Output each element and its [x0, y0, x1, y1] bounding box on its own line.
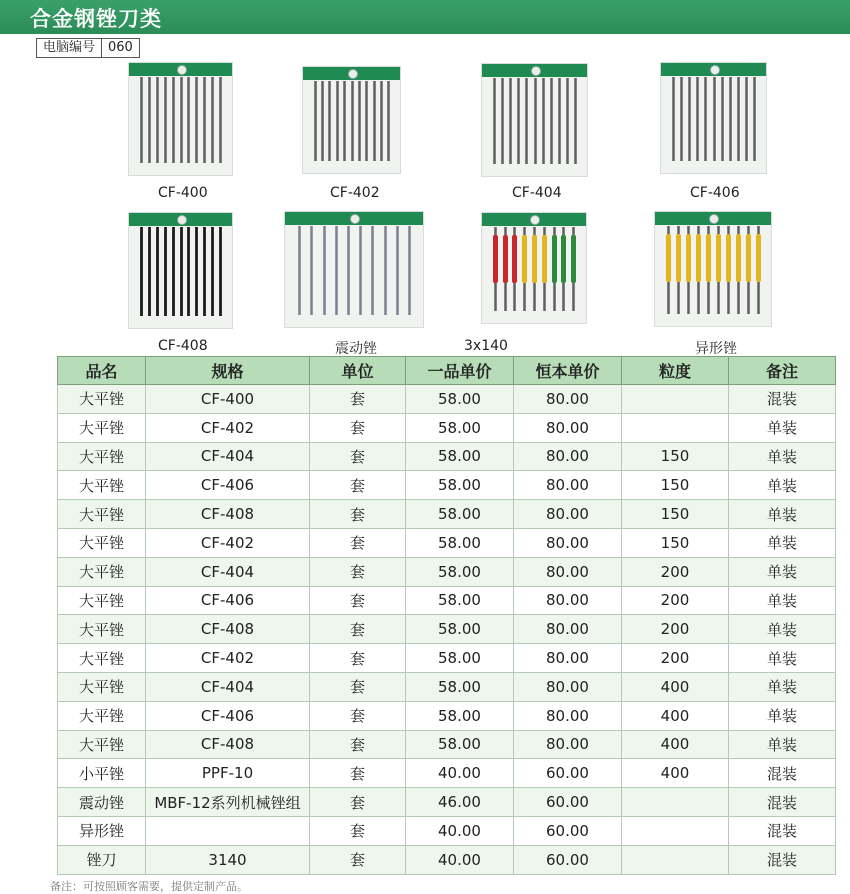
table-cell: CF-402	[146, 528, 310, 557]
table-cell: 80.00	[514, 586, 622, 615]
table-cell: 58.00	[406, 442, 514, 471]
table-cell	[146, 816, 310, 845]
file-handle	[666, 234, 671, 282]
table-cell: 400	[622, 730, 729, 759]
table-cell: CF-408	[146, 730, 310, 759]
table-row	[58, 701, 836, 730]
needle-file	[359, 226, 362, 315]
product-image-cf-404	[481, 63, 588, 177]
table-cell: 58.00	[406, 557, 514, 586]
table-cell: 大平锉	[58, 615, 146, 644]
column-header: 规格	[146, 357, 310, 385]
table-cell: 58.00	[406, 528, 514, 557]
product-image-vibration-file	[284, 211, 424, 328]
table-cell: 套	[310, 528, 406, 557]
hang-hole	[350, 214, 360, 224]
needle-file	[335, 226, 338, 315]
needle-file	[517, 78, 520, 164]
table-cell: 大平锉	[58, 644, 146, 673]
table-cell	[622, 816, 729, 845]
table-cell: 58.00	[406, 730, 514, 759]
table-cell: 58.00	[406, 500, 514, 529]
table-cell: 60.00	[514, 788, 622, 817]
table-cell	[622, 385, 729, 414]
product-image-3x140	[481, 212, 587, 324]
table-cell: 58.00	[406, 586, 514, 615]
table-cell: 锉刀	[58, 845, 146, 874]
column-header: 恒本单价	[514, 357, 622, 385]
hang-hole	[530, 215, 540, 225]
needle-file	[387, 81, 390, 161]
table-cell: 大平锉	[58, 385, 146, 414]
table-cell: 套	[310, 701, 406, 730]
header-bar	[0, 0, 850, 34]
table-row	[58, 442, 836, 471]
table-row	[58, 557, 836, 586]
file-handle	[686, 234, 691, 282]
table-cell: 80.00	[514, 557, 622, 586]
table-header-row	[58, 357, 836, 385]
file-handle	[522, 235, 527, 283]
needle-file	[140, 227, 143, 316]
file-handle	[571, 235, 576, 283]
needle-file	[298, 226, 301, 315]
table-cell: 46.00	[406, 788, 514, 817]
product-caption: 震动锉	[335, 341, 377, 357]
hang-hole	[709, 214, 719, 224]
table-cell: 套	[310, 816, 406, 845]
table-cell: 400	[622, 759, 729, 788]
needle-file	[156, 77, 159, 163]
table-cell: 40.00	[406, 759, 514, 788]
table-cell: 80.00	[514, 644, 622, 673]
table-cell: CF-406	[146, 471, 310, 500]
needle-file	[672, 77, 675, 161]
table-cell: 150	[622, 500, 729, 529]
table-cell: 150	[622, 528, 729, 557]
table-cell: CF-404	[146, 442, 310, 471]
file-handle	[716, 234, 721, 282]
needle-file	[156, 227, 159, 316]
table-cell: CF-404	[146, 672, 310, 701]
file-handle	[746, 234, 751, 282]
table-cell: 套	[310, 471, 406, 500]
table-cell: 60.00	[514, 816, 622, 845]
table-cell: 套	[310, 442, 406, 471]
column-header: 品名	[58, 357, 146, 385]
table-cell: 单装	[729, 644, 836, 673]
table-cell: 大平锉	[58, 528, 146, 557]
needle-file	[164, 77, 167, 163]
needle-file	[696, 77, 699, 161]
table-cell: 单装	[729, 615, 836, 644]
table-cell: 58.00	[406, 385, 514, 414]
table-body	[58, 385, 836, 875]
needle-file	[729, 77, 732, 161]
needle-file	[148, 227, 151, 316]
table-cell: 3140	[146, 845, 310, 874]
needle-file	[396, 226, 399, 315]
needle-file	[211, 227, 214, 316]
table-cell: 60.00	[514, 759, 622, 788]
needle-file	[737, 77, 740, 161]
table-row	[58, 528, 836, 557]
table-cell: 单装	[729, 672, 836, 701]
needle-file	[343, 81, 346, 161]
table-cell: CF-408	[146, 615, 310, 644]
table-cell: 大平锉	[58, 471, 146, 500]
table-cell: 套	[310, 730, 406, 759]
table-row	[58, 471, 836, 500]
needle-file	[525, 78, 528, 164]
table-cell: 单装	[729, 442, 836, 471]
needle-file	[509, 78, 512, 164]
product-caption: 3x140	[464, 338, 508, 354]
product-code-box	[36, 38, 140, 58]
needle-file	[219, 227, 222, 316]
table-row	[58, 730, 836, 759]
needle-file	[180, 77, 183, 163]
hang-hole	[177, 65, 187, 75]
table-cell: 混装	[729, 845, 836, 874]
table-cell: 400	[622, 672, 729, 701]
table-cell: 58.00	[406, 672, 514, 701]
table-cell: PPF-10	[146, 759, 310, 788]
hang-hole	[710, 65, 720, 75]
needle-file	[203, 227, 206, 316]
file-handle	[756, 234, 761, 282]
hang-hole	[348, 69, 358, 79]
table-row	[58, 586, 836, 615]
table-row	[58, 788, 836, 817]
table-cell: 80.00	[514, 701, 622, 730]
table-cell: CF-404	[146, 557, 310, 586]
product-caption: CF-402	[330, 185, 380, 201]
needle-file	[195, 227, 198, 316]
table-cell: 80.00	[514, 471, 622, 500]
needle-file	[323, 226, 326, 315]
needle-file	[713, 77, 716, 161]
table-cell: 58.00	[406, 471, 514, 500]
table-cell: 震动锉	[58, 788, 146, 817]
needle-file	[371, 226, 374, 315]
table-cell: 单装	[729, 528, 836, 557]
table-cell: 80.00	[514, 615, 622, 644]
table-cell: 80.00	[514, 730, 622, 759]
table-row	[58, 672, 836, 701]
table-cell: 单装	[729, 471, 836, 500]
footnote: 备注：可按照顾客需要，提供定制产品。	[50, 880, 248, 893]
table-cell	[622, 413, 729, 442]
needle-file	[680, 77, 683, 161]
table-cell: 异形锉	[58, 816, 146, 845]
needle-file	[140, 77, 143, 163]
table-cell: 混装	[729, 385, 836, 414]
table-cell: 单装	[729, 730, 836, 759]
table-cell: 大平锉	[58, 586, 146, 615]
hang-hole	[177, 215, 187, 225]
file-handle	[512, 235, 517, 283]
needle-file	[336, 81, 339, 161]
product-caption: CF-408	[158, 338, 208, 354]
needle-file	[542, 78, 545, 164]
needle-file	[310, 226, 313, 315]
table-cell: 套	[310, 586, 406, 615]
needle-file	[172, 77, 175, 163]
file-handle	[696, 234, 701, 282]
hang-hole	[531, 66, 541, 76]
table-cell: 80.00	[514, 442, 622, 471]
needle-file	[558, 78, 561, 164]
table-cell: 大平锉	[58, 413, 146, 442]
needle-file	[203, 77, 206, 163]
table-cell	[622, 788, 729, 817]
needle-file	[351, 81, 354, 161]
needle-file	[187, 77, 190, 163]
needle-file	[688, 77, 691, 161]
table-cell: 150	[622, 471, 729, 500]
table-cell: 58.00	[406, 644, 514, 673]
table-cell: CF-400	[146, 385, 310, 414]
file-handle	[532, 235, 537, 283]
product-image-cf-400	[128, 62, 233, 176]
table-cell: 80.00	[514, 528, 622, 557]
needle-file	[164, 227, 167, 316]
table-cell: 混装	[729, 816, 836, 845]
file-handle	[552, 235, 557, 283]
table-row	[58, 845, 836, 874]
needle-file	[380, 81, 383, 161]
table-cell: 200	[622, 644, 729, 673]
needle-file	[566, 78, 569, 164]
table-cell: 大平锉	[58, 701, 146, 730]
table-cell: CF-406	[146, 586, 310, 615]
table-cell: 混装	[729, 759, 836, 788]
table-cell: 150	[622, 442, 729, 471]
needle-file	[753, 77, 756, 161]
needle-file	[358, 81, 361, 161]
table-cell	[622, 845, 729, 874]
needle-file	[721, 77, 724, 161]
table-cell: 大平锉	[58, 730, 146, 759]
table-cell: 套	[310, 557, 406, 586]
page-title: 合金钢锉刀类	[30, 7, 162, 31]
table-cell: 小平锉	[58, 759, 146, 788]
needle-file	[574, 78, 577, 164]
table-cell: CF-408	[146, 500, 310, 529]
needle-file	[211, 77, 214, 163]
needle-file	[550, 78, 553, 164]
table-row	[58, 500, 836, 529]
table-row	[58, 615, 836, 644]
needle-file	[501, 78, 504, 164]
code-value: 060	[108, 40, 133, 55]
column-header: 单位	[310, 357, 406, 385]
table-cell: 60.00	[514, 845, 622, 874]
table-cell: 58.00	[406, 615, 514, 644]
column-header: 粒度	[622, 357, 729, 385]
table-cell: 单装	[729, 557, 836, 586]
file-handle	[503, 235, 508, 283]
table-cell: 400	[622, 701, 729, 730]
table-cell: 200	[622, 557, 729, 586]
needle-file	[493, 78, 496, 164]
needle-file	[195, 77, 198, 163]
product-caption: CF-400	[158, 185, 208, 201]
table-cell: MBF-12系列机械锉组	[146, 788, 310, 817]
table-cell: 单装	[729, 500, 836, 529]
product-image-cf-406	[660, 62, 767, 174]
table-cell: 大平锉	[58, 442, 146, 471]
column-header: 备注	[729, 357, 836, 385]
table-cell: CF-406	[146, 701, 310, 730]
table-cell: 200	[622, 586, 729, 615]
needle-file	[745, 77, 748, 161]
table-cell: 40.00	[406, 845, 514, 874]
table-row	[58, 385, 836, 414]
needle-file	[373, 81, 376, 161]
table-cell: 80.00	[514, 500, 622, 529]
table-cell: 80.00	[514, 413, 622, 442]
table-cell: 套	[310, 644, 406, 673]
product-caption: CF-406	[690, 185, 740, 201]
table-cell: 单装	[729, 413, 836, 442]
column-header: 一品单价	[406, 357, 514, 385]
file-handle	[726, 234, 731, 282]
table-cell: 200	[622, 615, 729, 644]
table-cell: CF-402	[146, 644, 310, 673]
table-cell: CF-402	[146, 413, 310, 442]
table-cell: 40.00	[406, 816, 514, 845]
table-cell: 大平锉	[58, 557, 146, 586]
file-handle	[542, 235, 547, 283]
code-label: 电脑编号	[37, 39, 102, 57]
table-row	[58, 759, 836, 788]
table-cell: 80.00	[514, 672, 622, 701]
table-cell: 80.00	[514, 385, 622, 414]
file-handle	[676, 234, 681, 282]
product-image-special-shape-file	[654, 211, 772, 327]
needle-file	[314, 81, 317, 161]
needle-file	[408, 226, 411, 315]
table-row	[58, 644, 836, 673]
needle-file	[321, 81, 324, 161]
table-cell: 大平锉	[58, 500, 146, 529]
table-row	[58, 816, 836, 845]
file-handle	[493, 235, 498, 283]
table-cell: 单装	[729, 701, 836, 730]
table-cell: 套	[310, 759, 406, 788]
needle-file	[180, 227, 183, 316]
product-caption: CF-404	[512, 185, 562, 201]
needle-file	[328, 81, 331, 161]
table-cell: 套	[310, 385, 406, 414]
table-row	[58, 413, 836, 442]
table-cell: 套	[310, 500, 406, 529]
needle-file	[219, 77, 222, 163]
table-cell: 大平锉	[58, 672, 146, 701]
needle-file	[187, 227, 190, 316]
needle-file	[704, 77, 707, 161]
table-cell: 套	[310, 413, 406, 442]
table-cell: 58.00	[406, 413, 514, 442]
file-handle	[706, 234, 711, 282]
product-image-cf-402	[302, 66, 401, 174]
table-cell: 混装	[729, 788, 836, 817]
product-caption: 异形锉	[695, 341, 737, 357]
needle-file	[172, 227, 175, 316]
product-image-cf-408	[128, 212, 233, 329]
table-cell: 单装	[729, 586, 836, 615]
needle-file	[347, 226, 350, 315]
table-cell: 套	[310, 672, 406, 701]
needle-file	[148, 77, 151, 163]
table-cell: 套	[310, 788, 406, 817]
table-cell: 套	[310, 845, 406, 874]
price-table	[57, 356, 836, 875]
table-cell: 58.00	[406, 701, 514, 730]
needle-file	[534, 78, 537, 164]
file-handle	[561, 235, 566, 283]
table-cell: 套	[310, 615, 406, 644]
needle-file	[384, 226, 387, 315]
needle-file	[365, 81, 368, 161]
file-handle	[736, 234, 741, 282]
